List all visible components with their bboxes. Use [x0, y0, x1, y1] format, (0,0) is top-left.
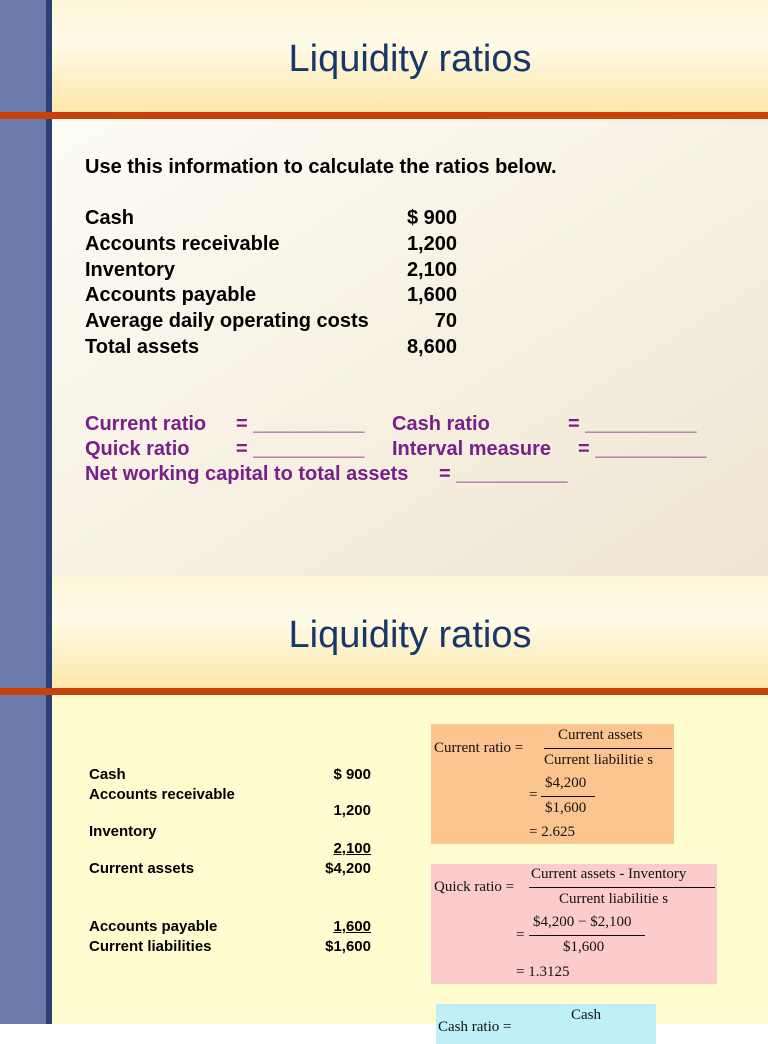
formula-denominator: Current liabilitie s	[559, 891, 669, 907]
slide-title: Liquidity ratios	[288, 38, 532, 80]
row-label: Accounts payable	[89, 918, 218, 935]
title-rule	[0, 112, 768, 119]
row-label: Inventory	[89, 823, 157, 840]
prompt-blank: = __________	[236, 413, 365, 435]
prompt-blank: = __________	[439, 463, 568, 485]
prompt-cash-ratio: Cash ratio	[392, 413, 490, 435]
formula-lhs: Cash ratio =	[438, 1019, 512, 1035]
formula-lhs: Quick ratio =	[434, 879, 515, 895]
formula-equals: =	[529, 787, 538, 803]
row-value: 2,100	[333, 840, 371, 857]
item-value: 8,600	[406, 336, 457, 358]
row-value: $4,200	[325, 860, 371, 877]
formula-lhs: Current ratio =	[434, 740, 524, 756]
prompt-quick-ratio: Quick ratio	[85, 438, 190, 460]
formula-denominator-value: $1,600	[545, 800, 587, 816]
row-value: 1,200	[333, 802, 371, 819]
formula-numerator: Cash	[571, 1007, 601, 1023]
formula-result: = 2.625	[529, 824, 575, 840]
formula-denominator: Current liabilitie s	[544, 752, 654, 768]
fraction-bar	[541, 796, 595, 797]
prompt-blank: = __________	[568, 413, 697, 435]
formula-numerator: Current assets - Inventory	[531, 866, 687, 882]
prompt-nwc: Net working capital to total assets	[85, 463, 409, 485]
formula-numerator-value: $4,200	[545, 775, 587, 791]
row-value: 1,600	[333, 918, 371, 935]
item-value: 1,600	[406, 284, 457, 306]
item-label: Inventory	[85, 259, 176, 281]
quick-ratio-box	[431, 864, 717, 984]
prompt-interval-measure: Interval measure	[392, 438, 551, 460]
current-ratio-box	[431, 724, 674, 844]
title-rule	[0, 688, 768, 695]
intro-text: Use this information to calculate the ratios below.	[85, 156, 557, 178]
item-value: 2,100	[406, 259, 457, 281]
row-value: $1,600	[325, 938, 371, 955]
prompt-current-ratio: Current ratio	[85, 413, 207, 435]
slide-2	[0, 576, 768, 1035]
formula-result: = 1.3125	[516, 964, 570, 980]
sidebar-stripe	[0, 0, 46, 576]
row-label: Cash	[89, 766, 126, 783]
prompt-blank: = __________	[578, 438, 707, 460]
formula-denominator-value: $1,600	[563, 939, 605, 955]
slide-title: Liquidity ratios	[288, 614, 532, 656]
item-value: 1,200	[406, 233, 457, 255]
item-label: Total assets	[85, 336, 200, 358]
prompt-blank: = __________	[236, 438, 365, 460]
formula-numerator: Current assets	[558, 727, 643, 743]
item-label: Accounts payable	[85, 284, 257, 306]
row-label: Current assets	[89, 860, 195, 877]
row-label: Accounts receivable	[89, 786, 235, 803]
item-label: Cash	[85, 207, 134, 229]
item-value: 70	[434, 310, 457, 332]
cash-ratio-box	[436, 1004, 656, 1044]
fraction-bar	[529, 887, 715, 888]
fraction-bar	[544, 748, 672, 749]
formula-numerator-value: $4,200 − $2,100	[533, 914, 632, 930]
sidebar-stripe	[0, 576, 46, 1024]
item-label: Average daily operating costs	[85, 310, 369, 332]
formula-equals: =	[516, 927, 525, 943]
item-value: $ 900	[406, 207, 457, 229]
row-label: Current liabilities	[89, 938, 212, 955]
fraction-bar	[529, 935, 645, 936]
row-value: $ 900	[333, 766, 371, 783]
item-label: Accounts receivable	[85, 233, 280, 255]
